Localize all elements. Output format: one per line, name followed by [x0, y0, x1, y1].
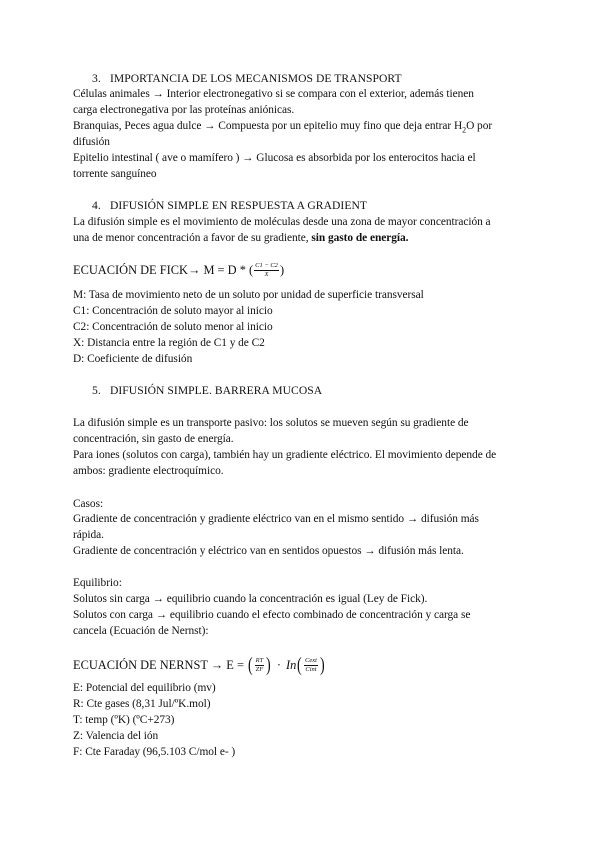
fraction-rt-zf: [255, 657, 265, 674]
definition-line: E: Potencial del equilibrio (mv): [73, 682, 216, 694]
section-title: DIFUSIÓN SIMPLE. BARRERA MUCOSA: [109, 384, 323, 397]
equilibrio-title: Equilibrio:: [73, 577, 122, 589]
paragraph-line: Solutos sin carga → equilibrio cuando la concentración es igual (Ley de Fick).: [73, 593, 428, 605]
paragraph-line: cancela (Ecuación de Nernst):: [73, 625, 209, 637]
definition-line: C1: Concentración de soluto mayor al inicio: [73, 305, 273, 317]
definition-line: F: Cte Faraday (96,5.103 C/mol e- ): [73, 746, 236, 758]
paragraph-line: Solutos con carga → equilibrio cuando el efecto combinado de concentración y carga se: [73, 609, 471, 621]
definition-line: X: Distancia entre la región de C1 y de C2: [73, 337, 265, 349]
section-number: 3.: [92, 72, 101, 85]
section-number: 4.: [92, 199, 101, 212]
paragraph-line: La difusión simple es el movimiento de moléculas desde una zona de mayor concentración a: [73, 216, 491, 228]
paragraph-line: Gradiente de concentración y eléctrico van en sentidos opuestos → difusión más lenta.: [73, 545, 464, 557]
section-title: IMPORTANCIA DE LOS MECANISMOS DE TRANSPORT: [109, 72, 402, 85]
water-formula: $H_2O$ por: [453, 120, 493, 135]
bold-text: sin gasto de energía.: [311, 232, 409, 244]
definition-line: Z: Valencia del ión: [73, 730, 159, 742]
paragraph-line: La difusión simple es un transporte pasivo: los solutos se mueven según su gradiente de: [73, 417, 469, 429]
definition-line: D: Coeficiente de difusión: [73, 353, 193, 365]
casos-title: Casos:: [73, 498, 104, 510]
paragraph-line: carga electronegativa por las proteínas aniónicas.: [73, 104, 295, 116]
branquias-text: Branquias, Peces agua dulce → Compuesta por un epitelio muy fino que deja entrar: [73, 120, 452, 132]
plain-text: una de menor concentración a favor de su gradiente,: [73, 232, 309, 244]
numerator: RT: [255, 656, 264, 664]
open-paren: (: [247, 654, 253, 676]
paragraph-line: [73, 231, 408, 246]
fraction: [254, 262, 279, 279]
section-5-heading: [92, 383, 322, 398]
numerator: Cext: [305, 656, 317, 664]
paragraph-line: rápida.: [73, 529, 104, 541]
paragraph-line: Para iones (solutos con carga), también hay un gradiente eléctrico. El movimiento depende de: [73, 449, 497, 461]
multiply-dot: ·: [276, 657, 282, 672]
fick-equation: [73, 262, 284, 279]
paragraph-line: Epitelio intestinal ( ave o mamífero ) → Glucosa es absorbida por los enterocitos hacia el: [73, 152, 476, 164]
paragraph-line: ambos: gradiente electroquímico.: [73, 465, 224, 477]
nernst-equation: [73, 655, 326, 675]
close-paren: ): [266, 654, 271, 676]
fraction-cext-cint: [304, 657, 318, 674]
definition-line: M: Tasa de movimiento neto de un soluto por unidad de superficie transversal: [73, 289, 424, 301]
numerator: C1 − C2: [255, 262, 278, 269]
paragraph-line: torrente sanguíneo: [73, 168, 157, 180]
denominator: X: [264, 271, 269, 278]
section-title: DIFUSIÓN SIMPLE EN RESPUESTA A GRADIENT: [109, 199, 368, 212]
equation-label: ECUACIÓN DE FICK→ M = D * (: [73, 263, 254, 277]
definition-line: C2: Concentración de soluto menor al inicio: [73, 321, 273, 333]
definition-line: T: temp (ºK) (ºC+273): [73, 714, 175, 726]
ln-symbol: In: [286, 657, 297, 672]
definition-line: R: Cte gases (8,31 Jul/ºK.mol): [73, 698, 211, 710]
denominator: Cint: [305, 665, 317, 673]
denominator: ZF: [255, 665, 264, 673]
paragraph-line: concentración, sin gasto de energía.: [73, 433, 234, 445]
section-number: 5.: [92, 384, 101, 397]
paragraph-line: Gradiente de concentración y gradiente eléctrico van en el mismo sentido → difusión más: [73, 513, 479, 525]
equation-label: ECUACIÓN DE NERNST → E =: [73, 657, 244, 672]
close-paren: ): [319, 654, 325, 676]
close-paren: ): [279, 263, 285, 277]
section-4-heading: [92, 198, 367, 213]
open-paren: (: [297, 654, 303, 676]
paragraph-line: difusión: [73, 136, 110, 148]
paragraph-line: Células animales → Interior electronegativo si se compara con el exterior, además tienen: [73, 88, 474, 100]
paragraph-line: [73, 119, 492, 137]
section-3-heading: [92, 71, 402, 86]
